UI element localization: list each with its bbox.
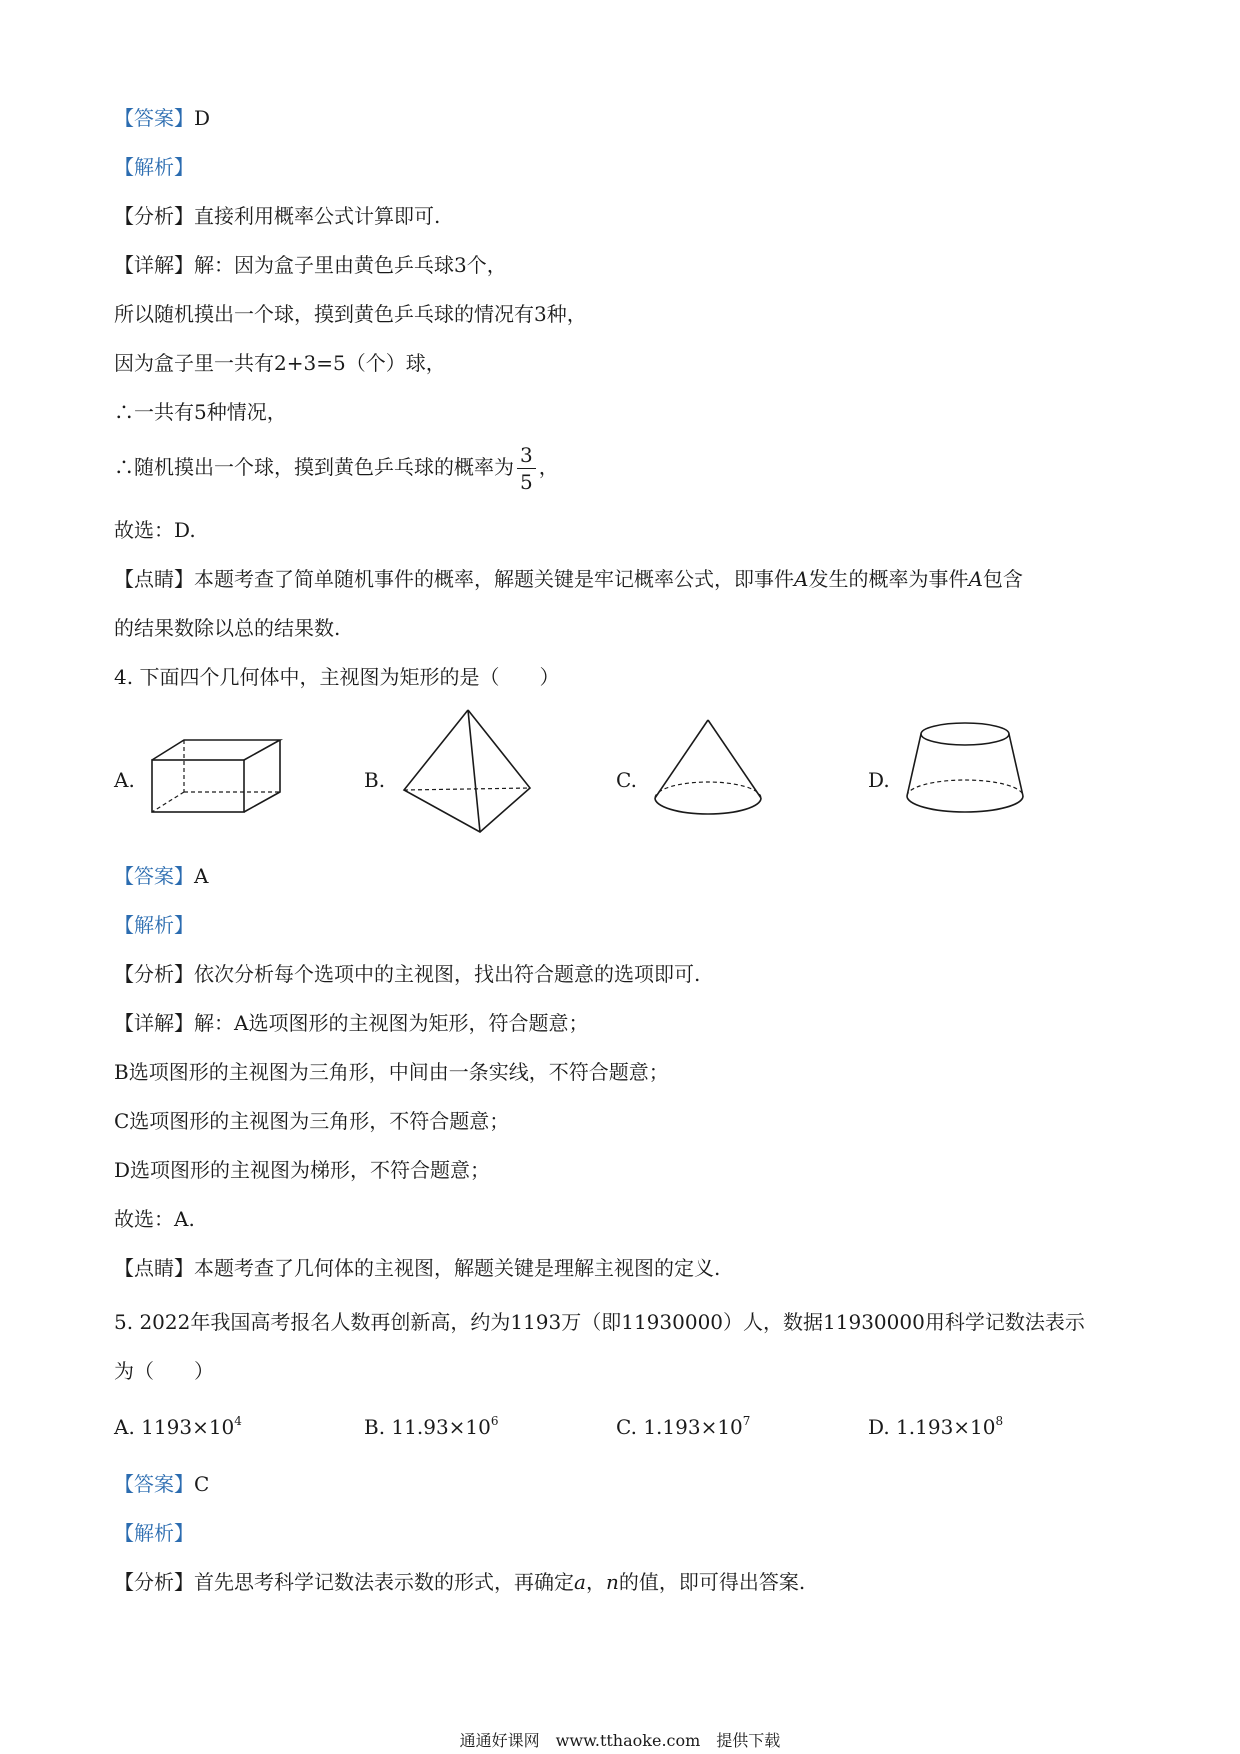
answer-tag: 【答案】 (114, 1472, 194, 1496)
q5-option-c (616, 1413, 750, 1441)
fraction-denominator: 5 (520, 470, 533, 494)
fenxi-text-a: 首先思考科学记数法表示数的形式，再确定 (194, 1570, 574, 1594)
page-footer: 通通好课网 www.tthaoke.com 提供下载 (459, 1731, 781, 1750)
cuboid-icon (148, 736, 288, 818)
comma: ， (538, 455, 559, 479)
frustum-icon (902, 720, 1028, 820)
q3-xiangjie-line-3: 因为盒子里一共有2+3=5（个）球， (114, 351, 446, 375)
q4-xiangjie-line-4: D选项图形的主视图为梯形，不符合题意； (114, 1158, 491, 1182)
dianjing-tag: 【点睛】 (114, 567, 194, 591)
option-exponent: 6 (490, 1414, 499, 1428)
tetrahedron-icon (400, 706, 536, 836)
q4-answer-line (114, 862, 208, 890)
dianjing-text-a: 本题考查了简单随机事件的概率，解题关键是牢记概率公式，即事件 (194, 567, 794, 591)
answer-value: C (194, 1472, 210, 1496)
option-label: C. (616, 1415, 637, 1439)
var-n: n (605, 1570, 619, 1594)
option-base: 1.193×10 (896, 1415, 996, 1439)
q5-fenxi-line (114, 1568, 805, 1596)
dianjing-text-c: 包含 (982, 567, 1023, 591)
q4-stem: 4. 下面四个几何体中，主视图为矩形的是（ ） (114, 665, 560, 689)
option-base: 1193×10 (141, 1415, 235, 1439)
xiangjie-text: 解：A选项图形的主视图为矩形，符合题意； (194, 1011, 589, 1035)
xiangjie-text: 解：因为盒子里由黄色乒乓球3个， (194, 253, 507, 277)
fenxi-tag: 【分析】 (114, 204, 194, 228)
fraction-numerator: 3 (517, 442, 536, 469)
q5-option-a (114, 1413, 242, 1441)
xiangjie-tag: 【详解】 (114, 1011, 194, 1035)
separator: ， (585, 1570, 606, 1594)
option-base: 1.193×10 (643, 1415, 743, 1439)
probability-text: ∴随机摸出一个球，摸到黄色乒乓球的概率为 (114, 455, 514, 479)
q3-answer-line (114, 104, 210, 132)
cone-icon (650, 716, 766, 822)
dianjing-text: 本题考查了几何体的主视图，解题关键是理解主视图的定义. (194, 1256, 721, 1280)
answer-value: D (194, 106, 211, 130)
fenxi-tag: 【分析】 (114, 962, 194, 986)
q3-xiangjie-line-1 (114, 251, 507, 279)
option-label: D. (868, 1415, 890, 1439)
q4-option-b-label: B. (364, 768, 386, 792)
option-exponent: 4 (234, 1414, 242, 1428)
fenxi-tag: 【分析】 (114, 1570, 194, 1594)
q4-fenxi-line (114, 960, 700, 988)
q3-jiexi-line (114, 153, 194, 181)
var-a: A (794, 567, 809, 591)
q3-xiangjie-line-5 (114, 439, 559, 495)
dianjing-tag: 【点睛】 (114, 1256, 194, 1280)
q4-xiangjie-line-2: B选项图形的主视图为三角形，中间由一条实线，不符合题意； (114, 1060, 669, 1084)
q3-xiangjie-line-4: ∴一共有5种情况， (114, 400, 287, 424)
q3-dianjing-line-2: 的结果数除以总的结果数. (114, 616, 341, 640)
q5-option-d (868, 1413, 1003, 1441)
q5-jiexi-line (114, 1519, 194, 1547)
q5-answer-line (114, 1470, 209, 1498)
q3-guxuan-line: 故选：D. (114, 518, 196, 542)
fenxi-text: 依次分析每个选项中的主视图，找出符合题意的选项即可. (194, 962, 701, 986)
q4-jiexi-line (114, 911, 194, 939)
answer-value: A (194, 864, 209, 888)
jiexi-tag: 【解析】 (114, 155, 194, 179)
option-exponent: 7 (742, 1414, 751, 1428)
q4-option-c-label: C. (616, 768, 637, 792)
answer-tag: 【答案】 (114, 864, 194, 888)
q4-xiangjie-line-3: C选项图形的主视图为三角形，不符合题意； (114, 1109, 510, 1133)
dianjing-text-b: 发生的概率为事件 (808, 567, 969, 591)
q4-option-d-label: D. (868, 768, 890, 792)
option-label: A. (114, 1415, 135, 1439)
q5-stem-line-2: 为（ ） (114, 1359, 214, 1383)
xiangjie-tag: 【详解】 (114, 253, 194, 277)
q3-fenxi-line (114, 202, 440, 230)
jiexi-tag: 【解析】 (114, 1521, 194, 1545)
option-exponent: 8 (995, 1414, 1004, 1428)
jiexi-tag: 【解析】 (114, 913, 194, 937)
fenxi-text-b: 的值，即可得出答案. (618, 1570, 806, 1594)
q4-option-a-label: A. (114, 768, 135, 792)
var-a-2: A (968, 567, 983, 591)
option-base: 11.93×10 (391, 1415, 491, 1439)
fenxi-text: 直接利用概率公式计算即可. (194, 204, 441, 228)
var-a: a (574, 1570, 586, 1594)
q4-guxuan-line: 故选：A. (114, 1207, 195, 1231)
q3-dianjing-line-1 (114, 565, 1023, 593)
q5-option-b (364, 1413, 499, 1441)
fraction (517, 442, 536, 495)
q4-xiangjie-line-1 (114, 1009, 588, 1037)
q5-stem-line-1: 5. 2022年我国高考报名人数再创新高，约为1193万（即11930000）人，数据11930000用科学记数法表示 (114, 1310, 1085, 1334)
answer-tag: 【答案】 (114, 106, 194, 130)
q4-dianjing-line (114, 1254, 720, 1282)
option-label: B. (364, 1415, 386, 1439)
q3-xiangjie-line-2: 所以随机摸出一个球，摸到黄色乒乓球的情况有3种， (114, 302, 587, 326)
